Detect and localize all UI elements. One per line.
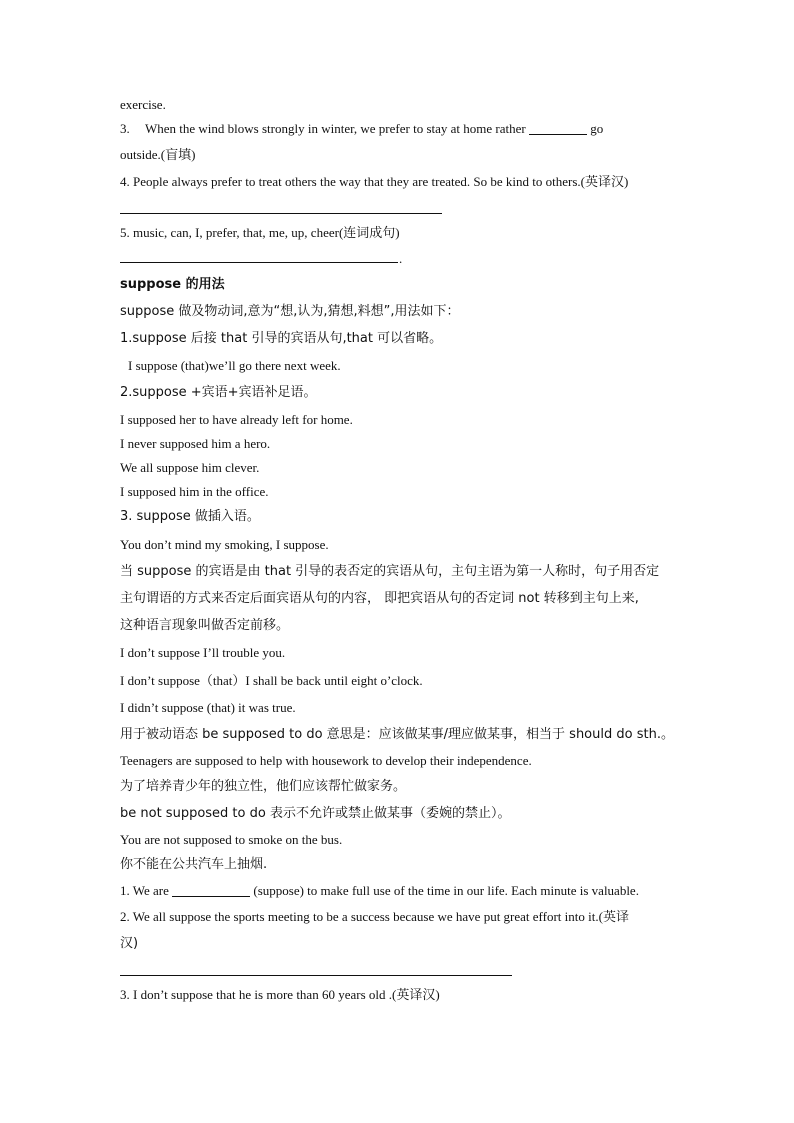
item-number: 3.	[120, 121, 130, 136]
example-sentence: We all suppose him clever.	[120, 460, 260, 475]
text-line: be not supposed to do 表示不允许或禁止做某事（委婉的禁止）。	[120, 806, 511, 821]
exercise-5: 5. music, can, I, prefer, that, me, up, cheer(连词成句)	[120, 225, 400, 240]
period: .	[399, 251, 403, 266]
exercise-text: go	[590, 121, 604, 136]
exercise-text: (suppose) to make full use of the time in our life. Each minute is valuable.	[253, 883, 639, 898]
example-sentence: I supposed her to have already left for home.	[120, 412, 353, 427]
example-sentence: I suppose (that)we’ll go there next week.	[128, 358, 341, 373]
text-line: 3. suppose 做插入语。	[120, 509, 260, 524]
example-sentence: I don’t suppose I’ll trouble you.	[120, 645, 286, 660]
exercise-1	[120, 883, 639, 899]
example-sentence: You are not supposed to smoke on the bus.	[120, 832, 343, 847]
example-sentence: I didn’t suppose (that) it was true.	[120, 700, 296, 715]
answer-line[interactable]	[120, 213, 442, 214]
example-sentence: You don’t mind my smoking, I suppose.	[120, 537, 329, 552]
text-line: outside.(盲填)	[120, 147, 196, 162]
text-line: 用于被动语态 be supposed to do 意思是：应该做某事/理应做某事，相当于 should do sth.。	[120, 727, 674, 742]
answer-line[interactable]	[120, 262, 398, 263]
exercise-text: 1. We are	[120, 883, 169, 898]
example-sentence: I supposed him in the office.	[120, 484, 269, 499]
text-line: 2.suppose +宾语+宾语补足语。	[120, 385, 317, 400]
exercise-2: 2. We all suppose the sports meeting to be a success because we have put great effort into it.(英译	[120, 909, 629, 924]
text-line: 为了培养青少年的独立性，他们应该帮忙做家务。	[120, 779, 407, 794]
exercise-3: 3. I don’t suppose that he is more than 60 years old .(英译汉)	[120, 987, 440, 1002]
answer-blank[interactable]	[172, 884, 250, 897]
answer-line[interactable]	[120, 975, 512, 976]
text-line: 当 suppose 的宾语是由 that 引导的表否定的宾语从句，主句主语为第一人称时，句子用否定	[120, 564, 660, 579]
answer-blank[interactable]	[529, 122, 587, 135]
exercise-text: When the wind blows strongly in winter, we prefer to stay at home rather	[145, 121, 526, 136]
text-line: 汉)	[120, 936, 139, 951]
text-line: 你不能在公共汽车上抽烟.	[120, 857, 268, 872]
text-line: 1.suppose 后接 that 引导的宾语从句,that 可以省略。	[120, 331, 443, 346]
section-heading: suppose 的用法	[120, 277, 225, 292]
example-sentence: I never supposed him a hero.	[120, 436, 271, 451]
exercise-4: 4. People always prefer to treat others the way that they are treated. So be kind to others.(英译汉)	[120, 174, 629, 189]
text-line: suppose 做及物动词,意为“想,认为,猜想,料想”,用法如下：	[120, 304, 460, 319]
text-line: 这种语言现象叫做否定前移。	[120, 618, 290, 633]
example-sentence: I don’t suppose（that）I shall be back until eight o’clock.	[120, 673, 423, 688]
exercise-3	[120, 121, 603, 137]
example-sentence: Teenagers are supposed to help with housework to develop their independence.	[120, 753, 532, 768]
text-line: 主句谓语的方式来否定后面宾语从句的内容， 即把宾语从句的否定词 not 转移到主句上来,	[120, 591, 639, 606]
text-line: exercise.	[120, 97, 166, 112]
